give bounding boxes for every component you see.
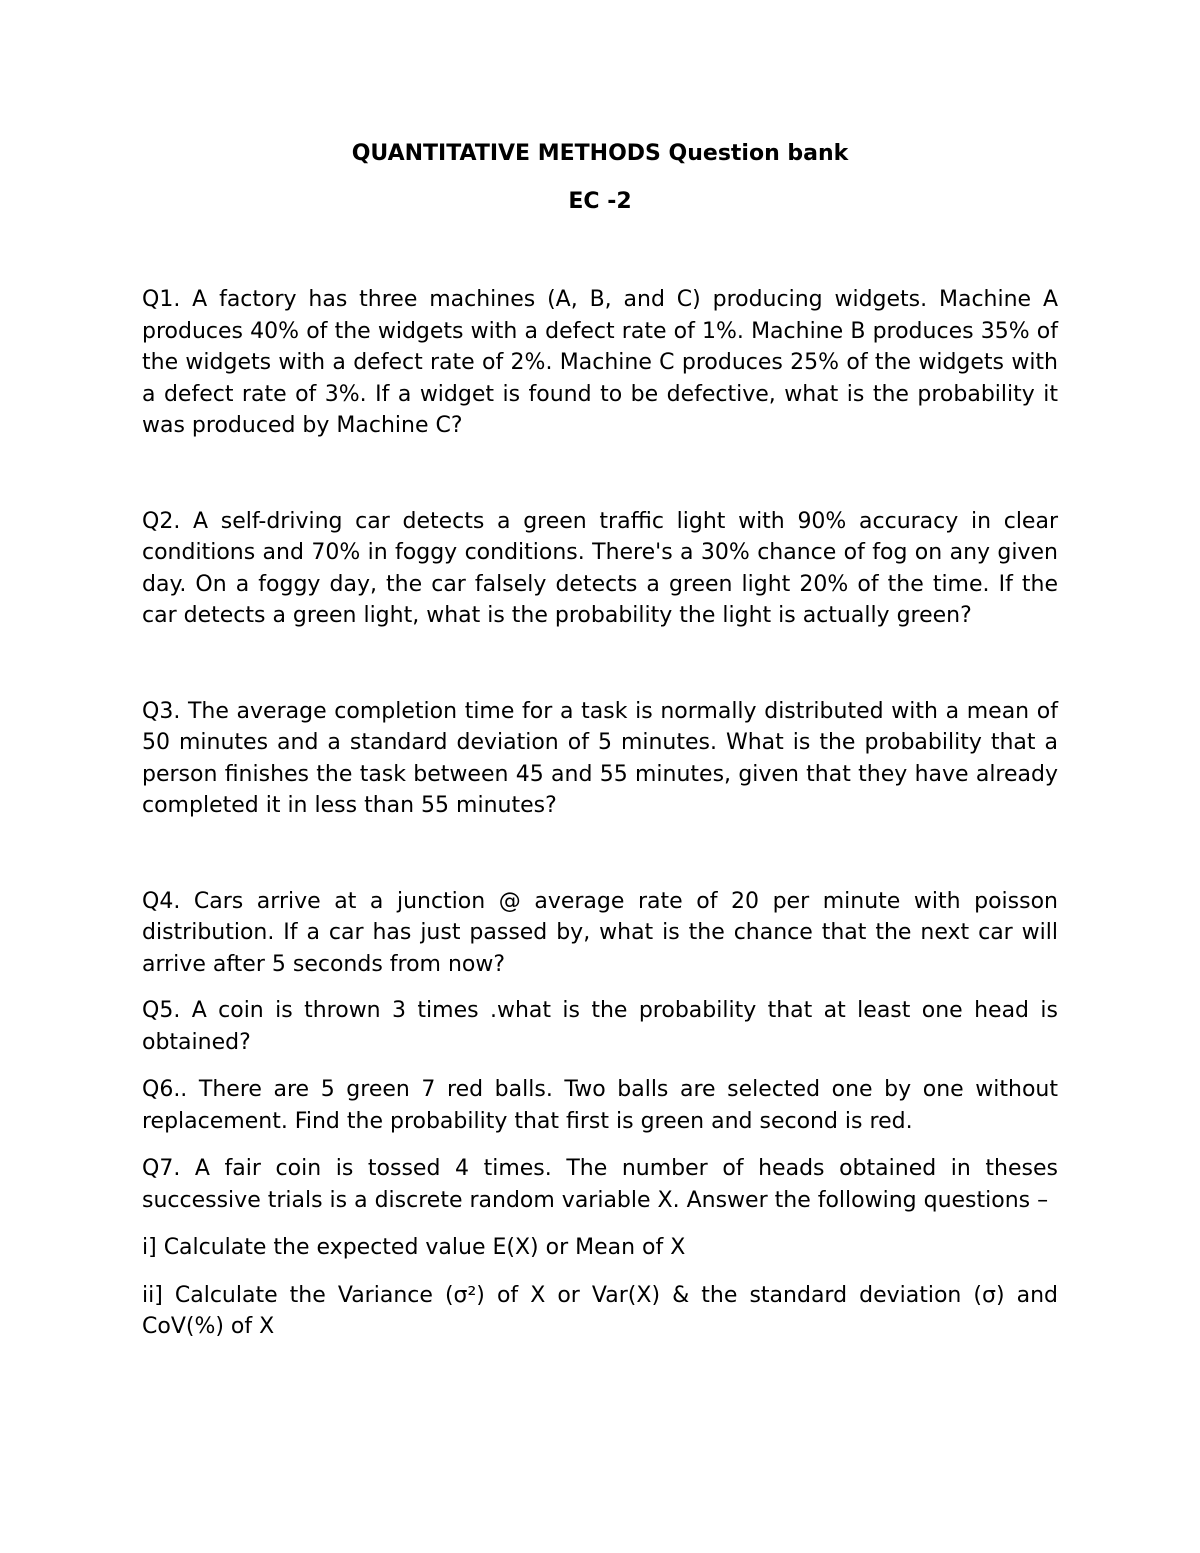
question-q2: Q2. A self-driving car detects a green traffic light with 90% accuracy in clear conditions and 70% in foggy conditions. There's a 30% chance of fog on any given day. On a foggy day, the car falsely detects a green light 20% of the time. If the car detects a green light, what is the probability the light is actually green? (142, 508, 1058, 628)
question-q1: Q1. A factory has three machines (A, B, and C) producing widgets. Machine A produces 40% of the widgets with a defect rate of 1%. Machine B produces 35% of the widgets with a defect rate of 2%. Machine C produces 25% of the widgets with a defect rate of 3%. If a widget is found to be defective, what is the probability it was produced by Machine C? (142, 287, 1058, 438)
question-q4: Q4. Cars arrive at a junction @ average rate of 20 per minute with poisson distribution. If a car has just passed by, what is the chance that the next car will arrive after 5 seconds from now? (142, 888, 1058, 977)
question-q3: Q3. The average completion time for a task is normally distributed with a mean of 50 minutes and a standard deviation of 5 minutes. What is the probability that a person finishes the task between 45 and 55 minutes, given that they have already completed it in less than 55 minutes? (142, 698, 1058, 818)
question-q6: Q6.. There are 5 green 7 red balls. Two balls are selected one by one without replacement. Find the probability that first is green and second is red. (142, 1077, 1058, 1134)
document-body (142, 138, 1058, 1343)
question-q7: Q7. A fair coin is tossed 4 times. The number of heads obtained in theses successive trials is a discrete random variable X. Answer the following questions – (142, 1156, 1058, 1213)
question-q5: Q5. A coin is thrown 3 times .what is the probability that at least one head is obtained? (142, 998, 1058, 1055)
document-subtitle: EC -2 (568, 189, 632, 214)
question-q7-part-i: i] Calculate the expected value E(X) or Mean of X (142, 1235, 686, 1260)
question-q7-part-ii: ii] Calculate the Variance (σ²) of X or Var(X) & the standard deviation (σ) and CoV(%) of X (142, 1282, 1058, 1339)
document-title: QUANTITATIVE METHODS Question bank (351, 141, 849, 166)
